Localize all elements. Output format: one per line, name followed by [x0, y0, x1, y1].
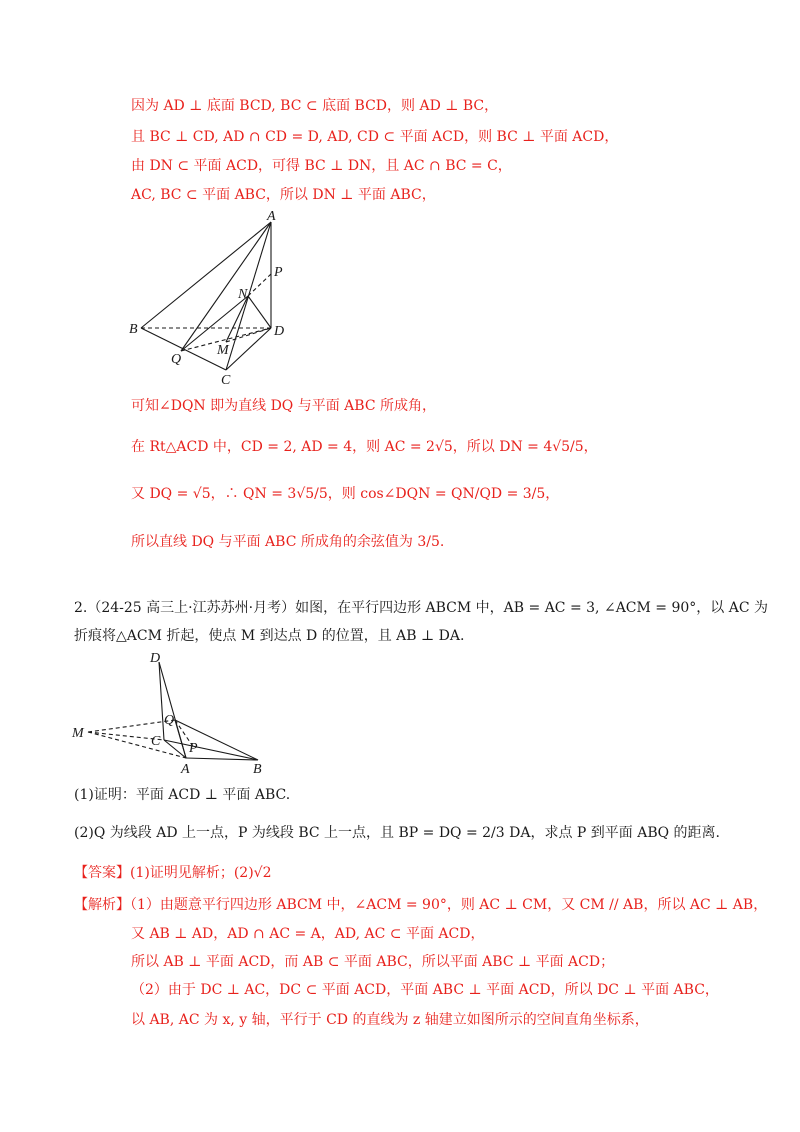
- label-Q: Q: [164, 713, 175, 728]
- segment-QB: [175, 720, 258, 760]
- label-P: P: [274, 265, 283, 280]
- folded-parallelogram-figure: [68, 650, 273, 776]
- label-C: C: [221, 373, 231, 388]
- solution-line-7: 又 DQ = √5，∴ QN = 3√5/5，则 cos∠DQN = QN/QD = 3/5，: [131, 486, 560, 502]
- analysis-line-1: 【解析】（1）由题意平行四边形 ABCM 中，∠ACM = 90°，则 AC ⊥ CM，又 CM // AB，所以 AC ⊥ AB，: [74, 897, 768, 913]
- tetrahedron-figure: [126, 208, 296, 388]
- label-Q: Q: [171, 352, 182, 367]
- label-M: M: [217, 343, 229, 358]
- segment-DN: [248, 296, 271, 328]
- segment-NQ: [181, 296, 248, 351]
- edge-MA-hidden: [88, 732, 186, 758]
- solution-line-1: 因为 AD ⊥ 底面 BCD, BC ⊂ 底面 BCD，则 AD ⊥ BC，: [131, 98, 499, 114]
- label-B: B: [253, 762, 262, 776]
- label-D: D: [150, 651, 161, 666]
- label-N: N: [238, 287, 248, 302]
- solution-line-5: 可知∠DQN 即为直线 DQ 与平面 ABC 所成角，: [131, 398, 437, 414]
- label-P: P: [189, 741, 198, 756]
- answer-line: 【答案】(1)证明见解析；(2)√2: [74, 865, 272, 881]
- analysis-line-2: 又 AB ⊥ AD，AD ∩ AC = A，AD, AC ⊂ 平面 ACD，: [131, 926, 485, 942]
- edge-CB: [164, 740, 258, 760]
- analysis-line-5: 以 AB, AC 为 x, y 轴，平行于 CD 的直线为 z 轴建立如图所示的空间直角坐标系，: [131, 1012, 649, 1028]
- problem-2-statement: 2.（24-25 高三上·江苏苏州·月考）如图，在平行四边形 ABCM 中，AB = AC = 3, ∠ACM = 90°，以 AC 为: [74, 600, 769, 616]
- solution-line-2: 且 BC ⊥ CD, AD ∩ CD = D, AD, CD ⊂ 平面 ACD，则 BC ⊥ 平面 ACD，: [131, 129, 619, 145]
- solution-line-3: 由 DN ⊂ 平面 ACD，可得 BC ⊥ DN，且 AC ∩ BC = C，: [131, 158, 512, 174]
- analysis-line-3: 所以 AB ⊥ 平面 ACD，而 AB ⊂ 平面 ABC，所以平面 ABC ⊥ 平面 ACD；: [131, 954, 615, 970]
- label-B: B: [129, 322, 138, 337]
- analysis-line-4: （2）由于 DC ⊥ AC，DC ⊂ 平面 ACD，平面 ABC ⊥ 平面 ACD，所以 DC ⊥ 平面 ABC，: [131, 982, 719, 998]
- solution-line-6: 在 Rt△ACD 中，CD = 2, AD = 4，则 AC = 2√5，所以 DN = 4√5/5，: [131, 439, 598, 455]
- label-C: C: [151, 734, 161, 749]
- edge-AB: [141, 222, 271, 328]
- edge-DC: [159, 662, 164, 740]
- problem-2-part-1: (1)证明：平面 ACD ⊥ 平面 ABC.: [74, 787, 291, 803]
- solution-line-8: 所以直线 DQ 与平面 ABC 所成角的余弦值为 3/5.: [131, 534, 445, 550]
- problem-2-part-2: (2)Q 为线段 AD 上一点，P 为线段 BC 上一点，且 BP = DQ = 2/3 DA，求点 P 到平面 ABQ 的距离.: [74, 825, 721, 841]
- solution-line-4: AC, BC ⊂ 平面 ABC，所以 DN ⊥ 平面 ABC，: [131, 187, 436, 203]
- label-D: D: [274, 324, 285, 339]
- label-M: M: [72, 726, 84, 741]
- segment-MQ-hidden: [88, 720, 175, 732]
- edge-AB: [186, 758, 258, 760]
- label-A: A: [267, 209, 276, 224]
- segment-QA: [175, 720, 186, 758]
- label-A: A: [181, 762, 190, 776]
- problem-2-statement-cont: 折痕将△ACM 折起，使点 M 到达点 D 的位置，且 AB ⊥ DA.: [74, 628, 465, 644]
